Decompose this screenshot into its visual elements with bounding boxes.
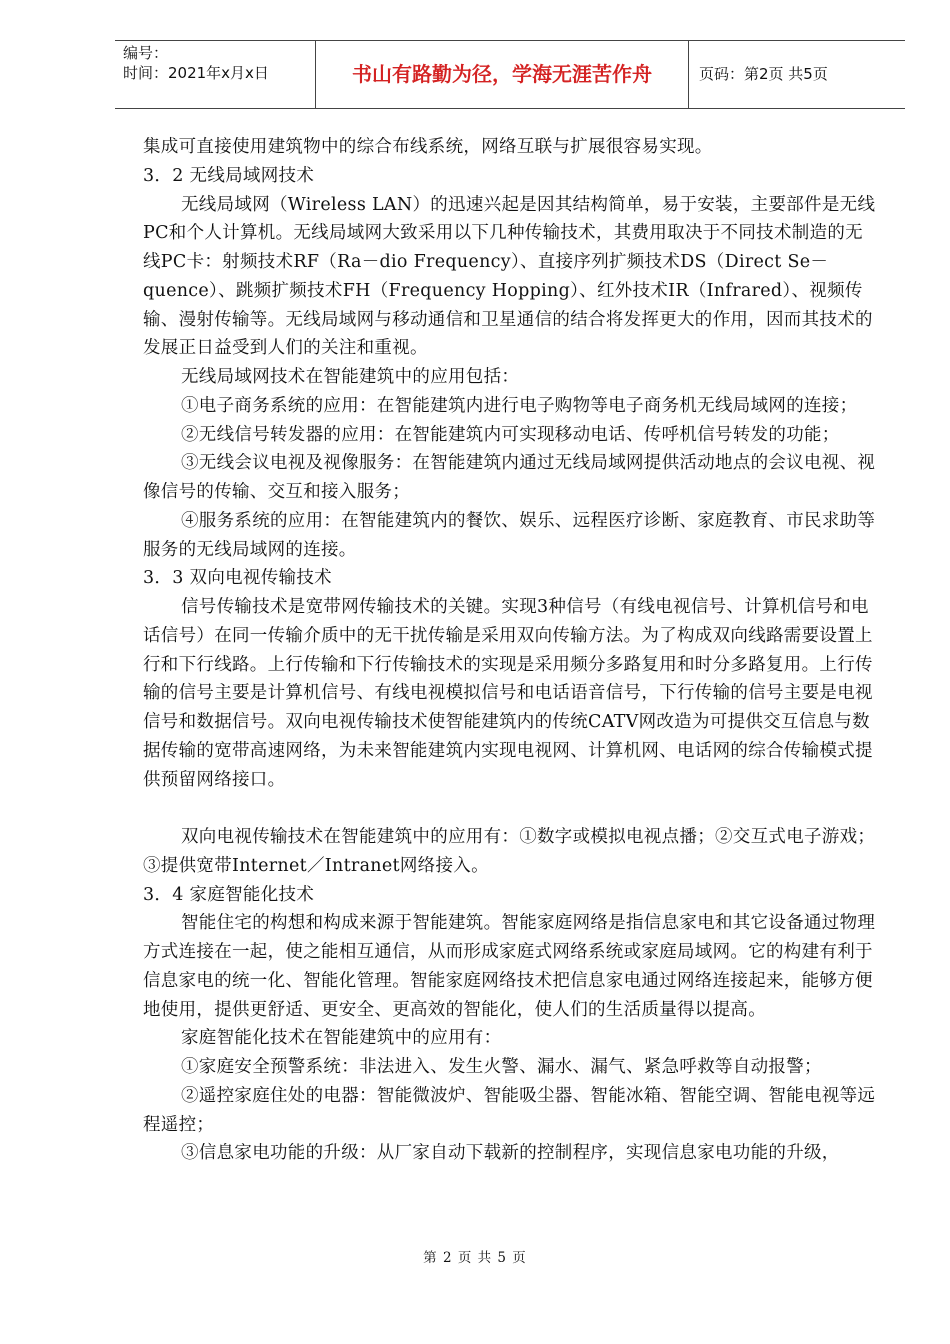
page-info: 页码：第2页 共5页 (699, 65, 828, 83)
motto: 书山有路勤为径，学海无涯苦作舟 (315, 41, 689, 108)
list-item: ②遥控家庭住处的电器：智能微波炉、智能吸尘器、智能冰箱、智能空调、智能电视等远程遥控； (143, 1085, 876, 1135)
list-item: ③信息家电功能的升级：从厂家自动下载新的控制程序，实现信息家电功能的升级， (181, 1143, 840, 1164)
section-heading: 3．3 双向电视传输技术 (143, 568, 332, 589)
list-item: ②无线信号转发器的应用：在智能建筑内可实现移动电话、传呼机信号转发的功能； (181, 424, 840, 445)
section-heading: 3．4 家庭智能化技术 (143, 884, 315, 905)
blank-line (143, 794, 876, 823)
paragraph: 集成可直接使用建筑物中的综合布线系统，网络互联与扩展很容易实现。 (143, 137, 713, 157)
paragraph: 信号传输技术是宽带网传输技术的关键。实现3种信号（有线电视信号、计算机信号和电话信号）在同一传输介质中的无干扰传输是采用双向传输方法。为了构成双向线路需要设置上行和下行线路。上行传输和下行传输技术的实现是采用频分多路复用和时分多路复用。上行传输的信号主要是计算机信号、有线电视模拟信号和电话语音信号，下行传输的信号主要是电视信号和数据信号。双向电视传输技术使智能建筑内的传统CATV网改造为可提供交互信息与数据传输的宽带高速网络，为未来智能建筑内实现电视网、计算机网、电话网的综合传输模式提供预留网络接口。 (143, 597, 873, 790)
list-item: ①电子商务系统的应用：在智能建筑内进行电子购物等电子商务机无线局域网的连接； (181, 395, 858, 416)
number-label: 编号： (123, 44, 169, 62)
page-footer: 第 2 页 共 5 页 (423, 1250, 527, 1266)
list-item: ③无线会议电视及视像服务：在智能建筑内通过无线局域网提供活动地点的会议电视、视像信号的传输、交互和接入服务； (143, 453, 876, 502)
paragraph: 无线局域网（Wireless LAN）的迅速兴起是因其结构简单，易于安装，主要部件是无线PC和个人计算机。无线局域网大致采用以下几种传输技术，其费用取决于不同技术制造的无线PC卡：射频技术RF（Ra－dio Frequency）、直接序列扩频技术DS（Direct Se－quence）、跳频扩频技术FH（Frequency Hopping）、红外技术IR（Infrared）、视频传输、漫射传输等。无线局域网与移动通信和卫星通信的结合将发挥更大的作用，因而其技术的发展正日益受到人们的关注和重视。 (143, 194, 876, 359)
paragraph: 双向电视传输技术在智能建筑中的应用有：①数字或模拟电视点播；②交互式电子游戏；③提供宽带Internet／Intranet网络接入。 (143, 827, 876, 876)
paragraph: 无线局域网技术在智能建筑中的应用包括： (181, 367, 520, 387)
list-item: ①家庭安全预警系统：非法进入、发生火警、漏水、漏气、紧急呼救等自动报警； (181, 1057, 822, 1077)
paragraph: 家庭智能化技术在智能建筑中的应用有： (181, 1028, 502, 1049)
paragraph: 智能住宅的构想和构成来源于智能建筑。智能家庭网络是指信息家电和其它设备通过物理方式连接在一起，使之能相互通信，从而形成家庭式网络系统或家庭局域网。它的构建有利于信息家电的统一化、智能化管理。智能家庭网络技术把信息家电通过网络连接起来，能够方便地使用，提供更舒适、更安全、更高效的智能化，使人们的生活质量得以提高。 (143, 913, 876, 1020)
section-heading: 3．2 无线局域网技术 (143, 165, 315, 186)
list-item: ④服务系统的应用：在智能建筑内的餐饮、娱乐、远程医疗诊断、家庭教育、市民求助等服务的无线局域网的连接。 (143, 510, 876, 560)
document-body (143, 133, 876, 1168)
time-label: 时间：2021年x月x日 (123, 64, 269, 82)
header-meta (115, 41, 315, 108)
page-header (115, 40, 905, 109)
